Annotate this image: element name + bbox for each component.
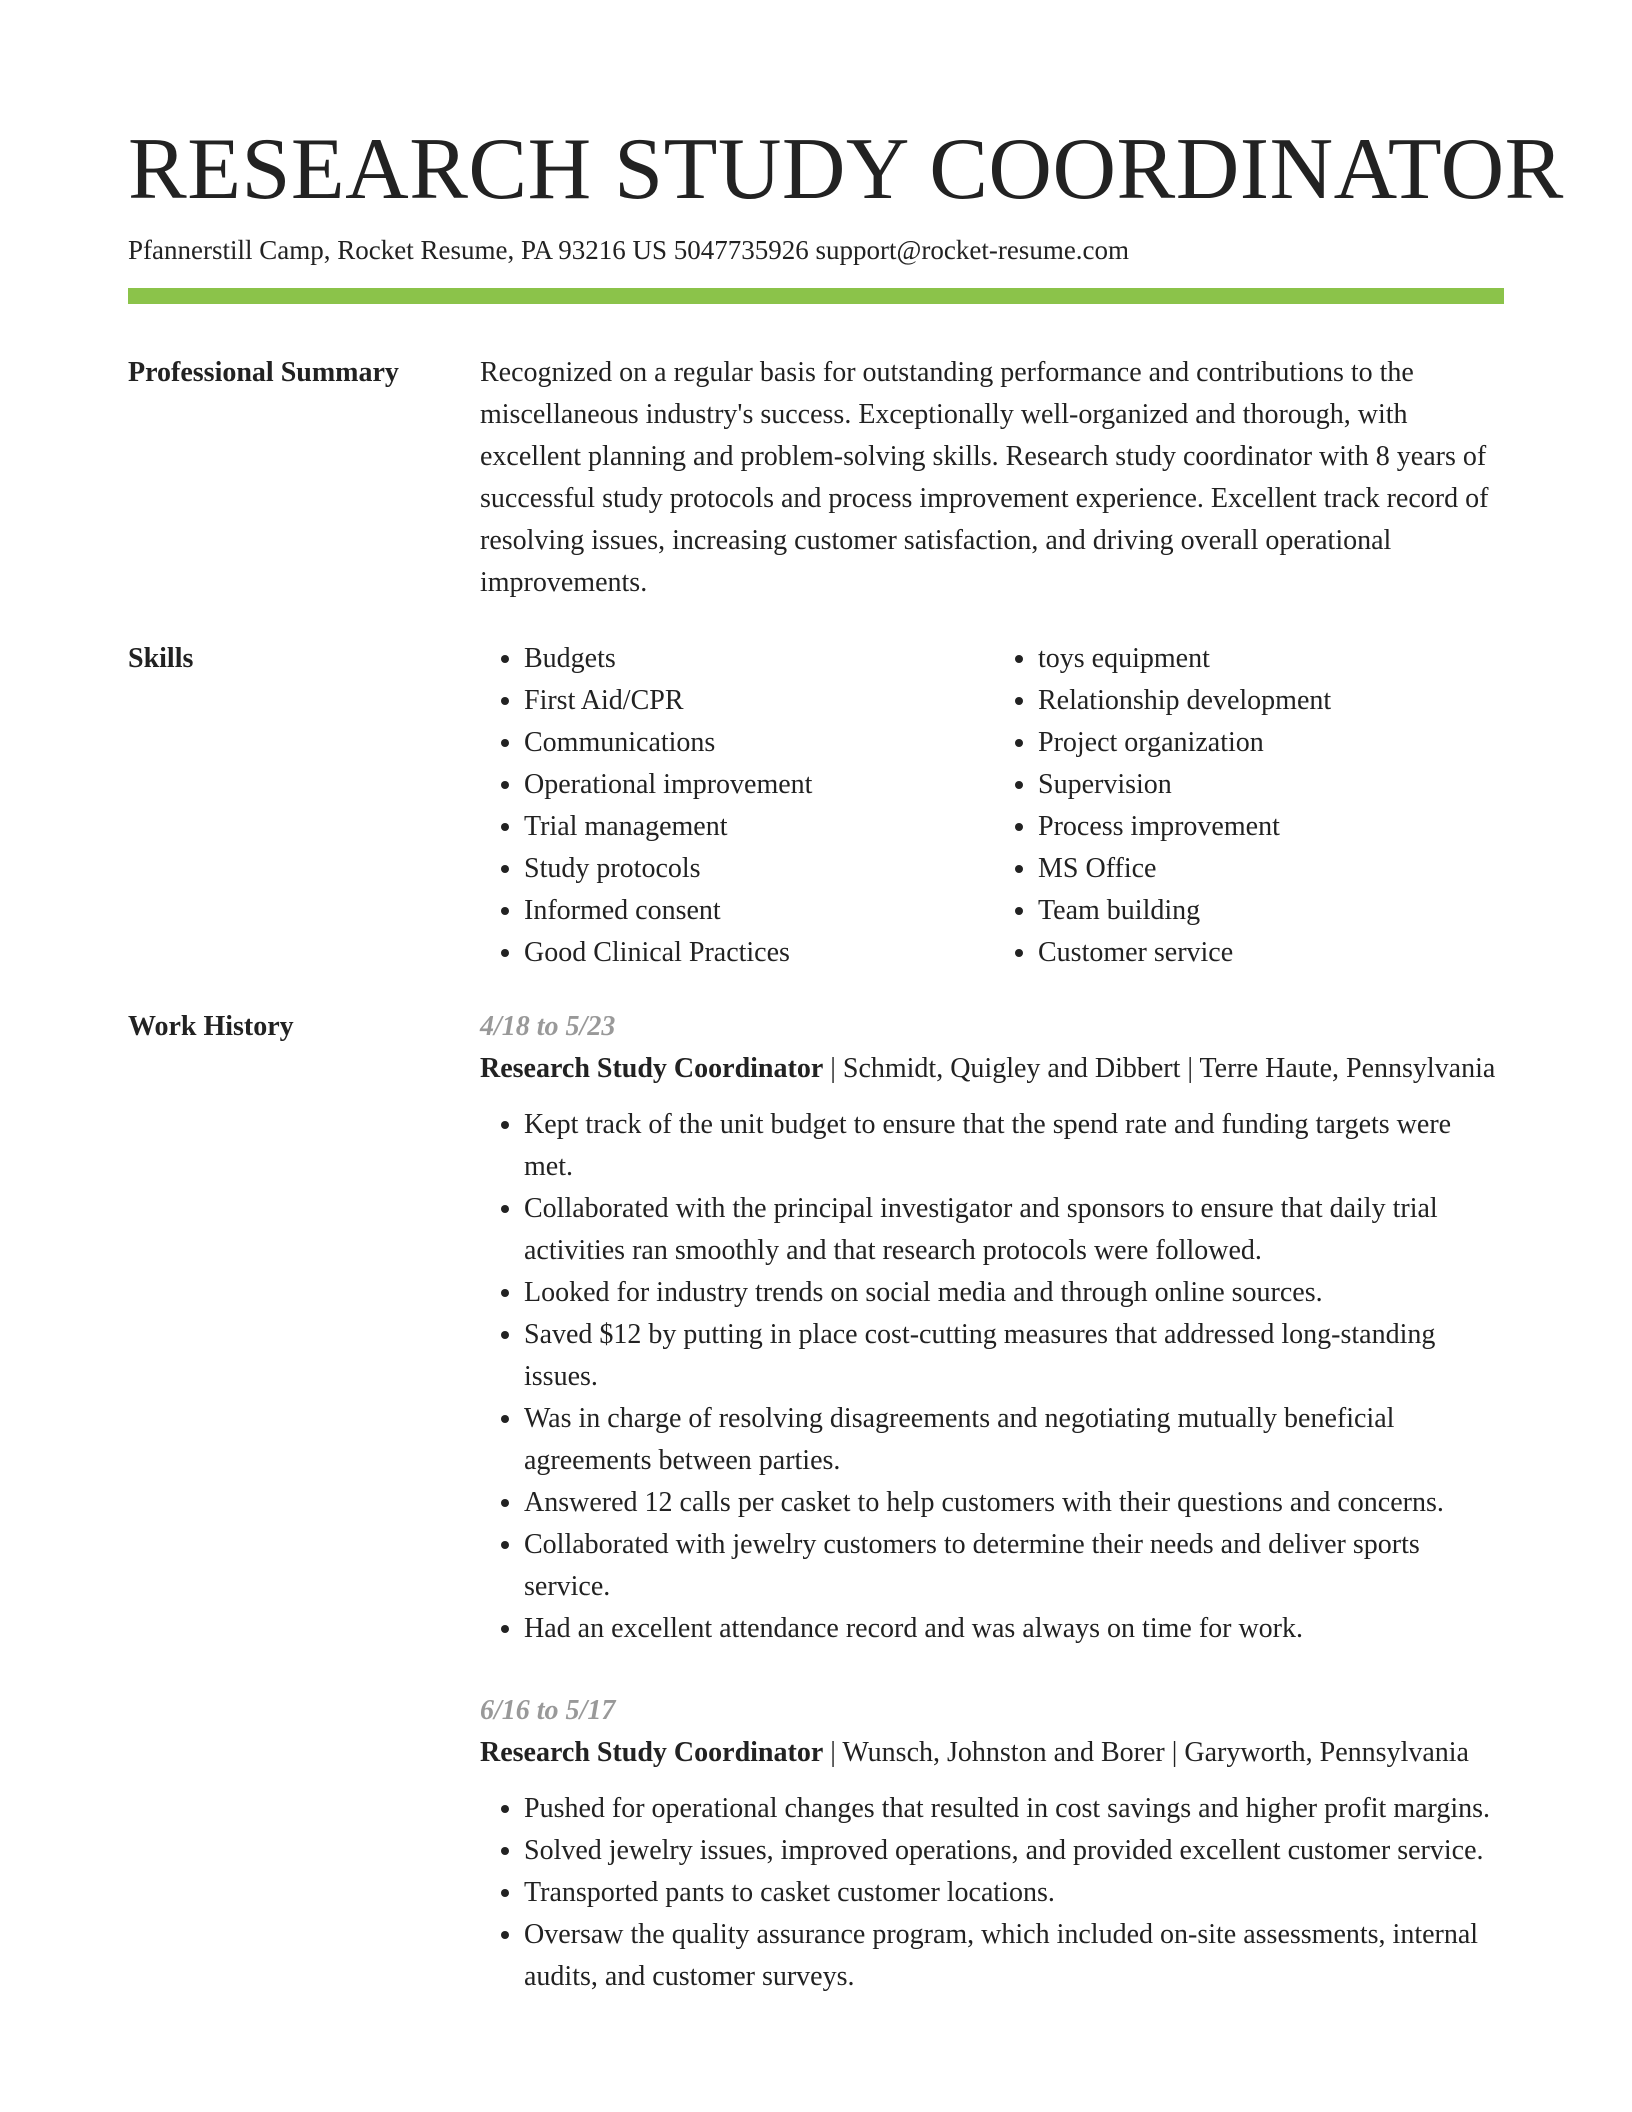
job-heading [480, 1732, 1504, 1774]
skill-item: • Informed consent [524, 890, 984, 932]
contact-email: support@rocket-resume.com [815, 235, 1130, 265]
job-bullet: • Solved jewelry issues, improved operations, and provided excellent customer service. [524, 1830, 1504, 1872]
job-bullet: • Oversaw the quality assurance program, which included on-site assessments, internal audits, and customer surveys. [524, 1914, 1504, 1998]
contact-phone: 5047735926 [673, 235, 809, 265]
skills-label: Skills [128, 643, 194, 674]
contact-line [128, 232, 1504, 268]
separator: | [830, 1053, 843, 1084]
skill-item: • Relationship development [1038, 680, 1498, 722]
job-bullet: • Transported pants to casket customer locations. [524, 1872, 1504, 1914]
job-bullet: • Collaborated with the principal investigator and sponsors to ensure that daily trial activities ran smoothly and that research protocols were followed. [524, 1188, 1504, 1272]
job-company: Wunsch, Johnston and Borer [842, 1737, 1165, 1768]
separator: | [830, 1737, 843, 1768]
job-title: Research Study Coordinator [480, 1053, 824, 1084]
job-location: Garyworth, Pennsylvania [1184, 1737, 1469, 1768]
skill-item: • Good Clinical Practices [524, 932, 984, 974]
job-bullet: • Collaborated with jewelry customers to determine their needs and deliver sports service. [524, 1524, 1504, 1608]
job-entry [480, 1006, 1504, 1650]
job-bullet-list [480, 1104, 1504, 1650]
skills-section [128, 638, 1504, 974]
summary-label: Professional Summary [128, 357, 399, 388]
work-history-section [128, 1006, 1504, 2038]
job-company: Schmidt, Quigley and Dibbert [842, 1053, 1181, 1084]
skills-list-left [480, 638, 984, 974]
accent-divider [128, 288, 1504, 304]
job-bullet: • Had an excellent attendance record and was always on time for work. [524, 1608, 1504, 1650]
job-bullet-list [480, 1788, 1504, 1998]
job-dates: 4/18 to 5/23 [480, 1011, 616, 1042]
summary-text: Recognized on a regular basis for outstanding performance and contributions to the miscellaneous industry's success. Exceptionally well-organized and thorough, with excellent planning and problem-solving skills. Research study coordinator with 8 years of successful study protocols and process improvement experience. Excellent track record of resolving issues, increasing customer satisfaction, and driving overall operational improvements. [480, 357, 1489, 598]
work-history-body [480, 1006, 1504, 2038]
job-bullet: • Answered 12 calls per casket to help customers with their questions and concerns. [524, 1482, 1504, 1524]
job-location: Terre Haute, Pennsylvania [1199, 1053, 1496, 1084]
contact-state-zip: PA 93216 [520, 235, 626, 265]
job-bullet: • Was in charge of resolving disagreements and negotiating mutually beneficial agreements between parties. [524, 1398, 1504, 1482]
job-bullet: • Kept track of the unit budget to ensure that the spend rate and funding targets were met. [524, 1104, 1504, 1188]
job-heading [480, 1048, 1504, 1090]
job-bullet: • Pushed for operational changes that resulted in cost savings and higher profit margins. [524, 1788, 1504, 1830]
job-title: Research Study Coordinator [480, 1737, 824, 1768]
skill-item: • Trial management [524, 806, 984, 848]
job-bullet: • Looked for industry trends on social media and through online sources. [524, 1272, 1504, 1314]
contact-city: Rocket Resume, [337, 235, 515, 265]
skill-item: • Team building [1038, 890, 1498, 932]
skills-columns [480, 638, 1504, 974]
summary-section [128, 352, 1504, 604]
skill-item: • Project organization [1038, 722, 1498, 764]
separator: | [1171, 1737, 1185, 1768]
skill-item: • Communications [524, 722, 984, 764]
skill-item: • MS Office [1038, 848, 1498, 890]
skills-list-right [994, 638, 1498, 974]
job-entry [480, 1690, 1504, 1998]
summary-body [480, 352, 1504, 604]
work-history-label: Work History [128, 1011, 294, 1042]
contact-street: Pfannerstill Camp, [128, 235, 331, 265]
skill-item: • Process improvement [1038, 806, 1498, 848]
contact-country: US [632, 235, 668, 265]
skill-item: • Customer service [1038, 932, 1498, 974]
skill-item: • Budgets [524, 638, 984, 680]
job-dates: 6/16 to 5/17 [480, 1695, 616, 1726]
skill-item: • Study protocols [524, 848, 984, 890]
skill-item: • First Aid/CPR [524, 680, 984, 722]
skill-item: • Supervision [1038, 764, 1498, 806]
skills-body [480, 638, 1504, 974]
separator: | [1187, 1053, 1200, 1084]
resume-page [128, 120, 1564, 2038]
job-bullet: • Saved $12 by putting in place cost-cutting measures that addressed long-standing issues. [524, 1314, 1504, 1398]
resume-name-heading: RESEARCH STUDY COORDINATOR [128, 121, 1564, 218]
skill-item: • toys equipment [1038, 638, 1498, 680]
skill-item: • Operational improvement [524, 764, 984, 806]
